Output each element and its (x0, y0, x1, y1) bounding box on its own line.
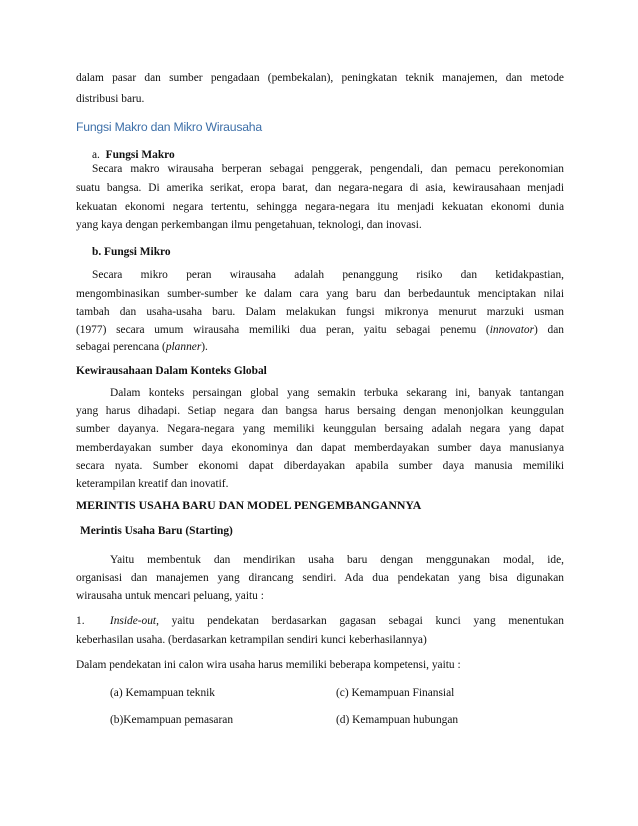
intro-line-1: dalam pasar dan sumber pengadaan (pembekalan), peningkatan teknik manajemen, dan metode (76, 72, 564, 84)
paragraph-line: mengombinasikan sumber-sumber ke dalam cara yang baru dan berbedauntuk menciptakan nilai (76, 288, 564, 300)
competency-item: (b)Kemampuan pemasaran (110, 714, 234, 726)
intro-line-2: distribusi baru. (76, 93, 145, 105)
paragraph-line: memberdayakan sumber daya ekonominya dan dapat memberdayakan sumber daya manusianya (76, 442, 564, 454)
paragraph-line: secara nyata. Sumber ekonomi dapat diberdayakan apabila sumber daya manusia memiliki (76, 460, 564, 472)
competency-intro: Dalam pendekatan ini calon wira usaha harus memiliki beberapa kompetensi, yaitu : (76, 659, 461, 671)
subheading-fungsi-mikro: b. Fungsi Mikro (92, 246, 171, 258)
paragraph-line: Secara mikro peran wirausaha adalah penanggung risiko dan ketidakpastian, (92, 269, 564, 281)
emphasis-innovator: innovator (489, 324, 535, 336)
point-1-number: 1. (76, 615, 85, 627)
paragraph-line: Dalam konteks persaingan global yang semakin terbuka sekarang ini, banyak tantangan (110, 387, 564, 399)
subheading-fungsi-makro (92, 148, 580, 163)
section-heading-merintis: MERINTIS USAHA BARU DAN MODEL PENGEMBANGANNYA (76, 498, 422, 512)
competency-item: (d) Kemampuan hubungan (336, 714, 459, 726)
section-heading-global: Kewirausahaan Dalam Konteks Global (76, 365, 267, 377)
list-label-a: a. (92, 149, 100, 161)
text-run: sebagai perencana ( (76, 341, 166, 353)
competency-item: (a) Kemampuan teknik (110, 687, 216, 699)
section-heading-fungsi: Fungsi Makro dan Mikro Wirausaha (76, 120, 262, 134)
paragraph-line: sumber dayanya. Negara-negara yang memiliki keunggulan bersaing adalah negara yang dapat (76, 423, 564, 435)
paragraph-line: organisasi dan manajemen yang dirancang sendiri. Ada dua pendekatan yang bisa digunakan (76, 572, 564, 584)
paragraph-line: Yaitu membentuk dan mendirikan usaha baru dengan menggunakan modal, ide, (110, 554, 564, 566)
fungsi-makro-title: Fungsi Makro (105, 149, 175, 161)
paragraph-line: yang harus dihadapi. Setiap negara dan bangsa harus bersaing dengan menonjolkan keunggulan (76, 405, 564, 417)
paragraph-line: kekuatan ekonomi negara tertentu, sehingga negara-negara itu menjadi kekuatan ekonomi dunia (76, 201, 564, 213)
point-1-line (76, 614, 564, 629)
paragraph-line: suatu bangsa. Di amerika serikat, eropa barat, dan negara-negara di asia, kewirausahaan menjadi (76, 182, 564, 194)
paragraph-line (76, 340, 564, 355)
emphasis-planner: planner (165, 341, 202, 353)
paragraph-line: tambah dan usaha-usaha baru. Dalam melakukan fungsi mikronya menurut marzuki usman (76, 306, 564, 318)
emphasis-inside-out: Inside-out (109, 615, 157, 627)
text-run: , yaitu pendekatan berdasarkan gagasan sebagai kunci yang menentukan (156, 615, 564, 627)
paragraph-line: Secara makro wirausaha berperan sebagai penggerak, pengendali, dan pemacu perekonomian (92, 163, 564, 175)
paragraph-line: yang kaya dengan perkembangan ilmu pengetahuan, teknologi, dan inovasi. (76, 219, 422, 231)
text-run: (1977) secara umum wirausaha memiliki dua peran, yaitu sebagai penemu ( (76, 324, 490, 336)
paragraph-line: wirausaha untuk mencari peluang, yaitu : (76, 590, 264, 602)
subheading-merintis-usaha: Merintis Usaha Baru (Starting) (80, 525, 233, 537)
text-run: ) dan (534, 324, 564, 336)
paragraph-line: keberhasilan usaha. (berdasarkan ketrampilan sendiri kunci keberhasilannya) (76, 634, 427, 646)
text-run: ). (201, 341, 208, 353)
paragraph-line (76, 323, 564, 338)
competency-item: (c) Kemampuan Finansial (336, 687, 455, 699)
paragraph-line: keterampilan kreatif dan inovatif. (76, 478, 229, 490)
